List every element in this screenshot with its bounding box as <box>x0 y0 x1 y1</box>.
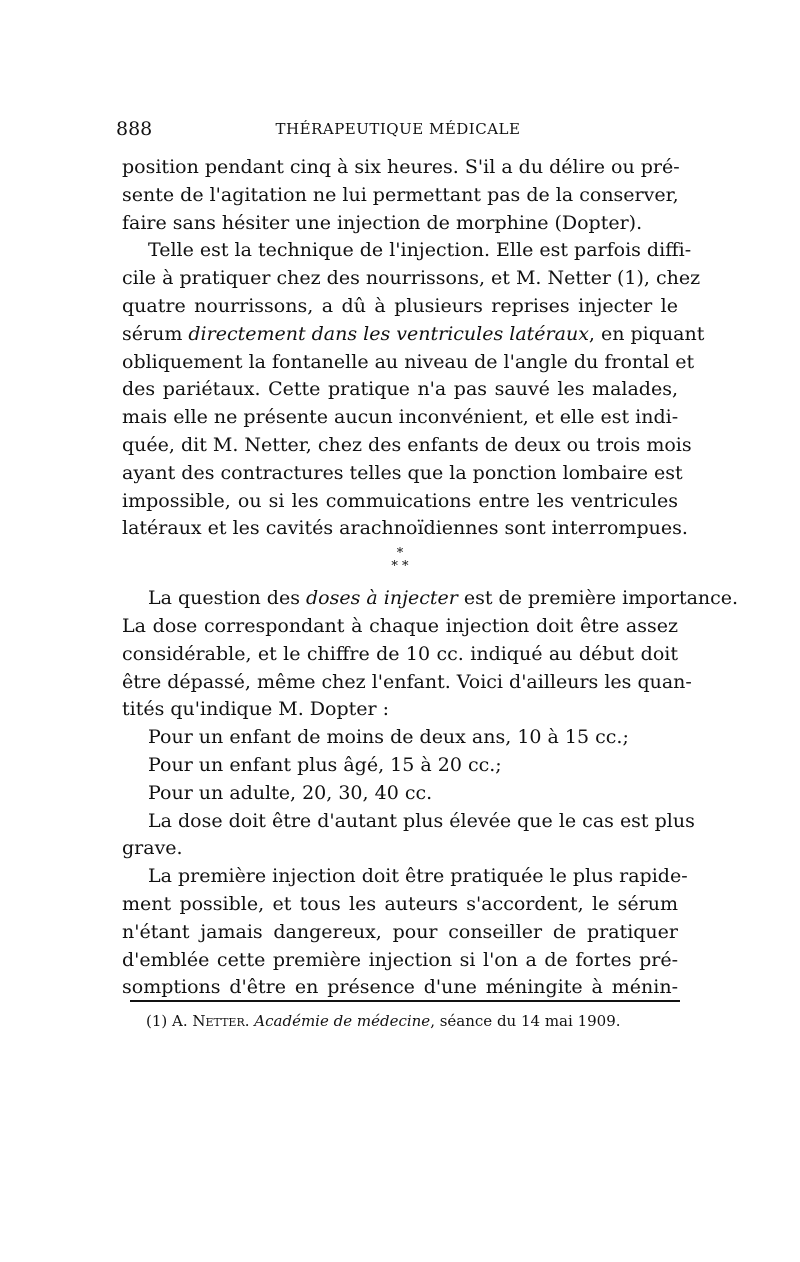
text-line: cile à pratiquer chez des nourrissons, et M. Netter (1), chez <box>122 267 701 290</box>
text-line: ment possible, et tous les auteurs s'accordent, le sérum <box>122 892 678 915</box>
text-line: Telle est la technique de l'injection. Elle est parfois diffi- <box>148 239 692 262</box>
page-number: 888 <box>116 118 153 140</box>
text-line: n'étant jamais dangereux, pour conseiller de pratiquer <box>122 920 678 943</box>
text-line: ayant des contractures telles que la ponction lombaire est <box>122 461 683 484</box>
text-line: d'emblée cette première injection si l'on a de fortes pré- <box>122 948 678 971</box>
footnote-rule <box>130 1000 680 1002</box>
footnote-author: Netter <box>192 1012 245 1030</box>
text-line: faire sans hésiter une injection de morphine (Dopter). <box>122 211 643 234</box>
footnote-source: Académie de médecine <box>254 1012 431 1030</box>
text-line: quatre nourrissons, a dû à plusieurs reprises injecter le <box>122 294 678 317</box>
footnote-marker: (1) A. <box>146 1012 193 1030</box>
page-header <box>116 118 680 148</box>
text-line: La dose correspondant à chaque injection doit être assez <box>122 614 678 637</box>
text-line: quée, dit M. Netter, chez des enfants de deux ou trois mois <box>122 433 692 456</box>
text-line: considérable, et le chiffre de 10 cc. indiqué au début doit <box>122 642 678 665</box>
text-line: La dose doit être d'autant plus élevée que le cas est plus <box>148 809 695 832</box>
text-line: La question des doses à injecter est de première importance. <box>148 587 739 610</box>
text-line: position pendant cinq à six heures. S'il a du délire ou pré- <box>122 156 680 178</box>
text-line: mais elle ne présente aucun inconvénient, et elle est indi- <box>122 406 679 429</box>
text-line: sérum directement dans les ventricules latéraux, en piquant <box>122 322 705 345</box>
text-line: impossible, ou si les commuications entre les ventricules <box>122 489 678 512</box>
running-title: THÉRAPEUTIQUE MÉDICALE <box>275 120 521 138</box>
body-text <box>122 154 739 1002</box>
text-line: tités qu'indique M. Dopter : <box>122 698 390 721</box>
text-line: être dépassé, même chez l'enfant. Voici d'ailleurs les quan- <box>122 670 692 693</box>
text-line: Pour un enfant de moins de deux ans, 10 à 15 cc.; <box>148 726 629 749</box>
text-line: latéraux et les cavités arachnoïdiennes sont interrompues. <box>122 517 688 540</box>
text-line: somptions d'être en présence d'une méningite à ménin- <box>122 976 678 999</box>
text-line: Pour un enfant plus âgé, 15 à 20 cc.; <box>148 753 502 776</box>
text-line: des pariétaux. Cette pratique n'a pas sauvé les malades, <box>122 378 678 401</box>
text-line: La première injection doit être pratiquée le plus rapide- <box>148 865 688 888</box>
text-line: obliquement la fontanelle au niveau de l'angle du frontal et <box>122 350 695 373</box>
asterism-top: * <box>396 546 404 562</box>
footnote: (1) A. Netter. Académie de médecine, séance du 14 mai 1909. <box>146 1012 621 1030</box>
text-line: sente de l'agitation ne lui permettant pas de la conserver, <box>122 183 679 206</box>
asterism-bottom: * * <box>391 559 409 575</box>
text-line: grave. <box>122 837 183 860</box>
footnote-date: , séance du 14 mai 1909. <box>430 1012 621 1030</box>
asterism <box>122 543 678 585</box>
text-line: Pour un adulte, 20, 30, 40 cc. <box>148 781 433 804</box>
